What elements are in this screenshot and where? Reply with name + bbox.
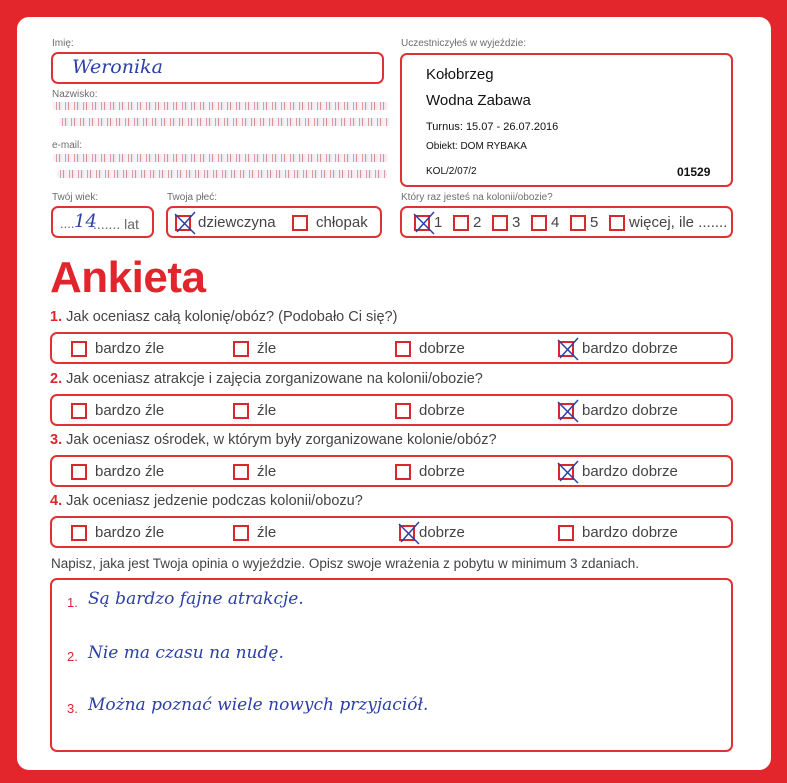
times-option-label: 5 xyxy=(590,214,599,231)
rating-label: bardzo źle xyxy=(95,524,165,541)
age-value: 14 xyxy=(74,211,97,232)
times-option-label: więcej, ile ....... xyxy=(629,214,728,231)
rating-label: źle xyxy=(257,524,277,541)
checkbox-bardzo-dobrze[interactable] xyxy=(558,525,574,541)
rating-label: dobrze xyxy=(419,463,465,480)
times-option-label: 4 xyxy=(551,214,560,231)
trip-number: 01529 xyxy=(677,165,711,179)
opinion-line-number: 2. xyxy=(67,649,78,664)
times-option-label: 2 xyxy=(473,214,482,231)
gender-option-label: chłopak xyxy=(316,214,368,231)
checkbox-bardzo-zle[interactable] xyxy=(71,403,87,419)
question-text: Jak oceniasz całą kolonię/obóz? (Podobało Ci się?) xyxy=(66,309,398,325)
question-text: Jak oceniasz atrakcje i zajęcia zorganizowane na kolonii/obozie? xyxy=(66,371,483,387)
redacted-email xyxy=(53,154,388,162)
opinion-prompt: Napisz, jaka jest Twoja opinia o wyjeździe. Opisz swoje wrażenia z pobytu w minimum 3 zdaniach. xyxy=(51,556,640,571)
rating-label: dobrze xyxy=(419,340,465,357)
checkbox-zle[interactable] xyxy=(233,464,249,480)
checkbox-chlopak[interactable] xyxy=(292,215,308,231)
check-mark-icon xyxy=(397,520,421,546)
checkbox-bardzo-zle[interactable] xyxy=(71,341,87,357)
redacted-email xyxy=(57,170,387,178)
gender-label: Twoja płeć: xyxy=(167,192,218,203)
rating-label: bardzo źle xyxy=(95,402,165,419)
checkbox-bardzo-dobrze[interactable] xyxy=(558,403,574,419)
check-mark-icon xyxy=(556,336,580,362)
trip-label: Uczestniczyłeś w wyjeździe: xyxy=(401,38,527,49)
trip-object: Obiekt: DOM RYBAKA xyxy=(426,141,527,152)
question-number: 1. xyxy=(50,309,63,325)
page-title: Ankieta xyxy=(50,253,206,302)
gender-option-label: dziewczyna xyxy=(198,214,276,231)
rating-label: bardzo dobrze xyxy=(582,524,678,541)
checkbox-times-2[interactable] xyxy=(453,215,469,231)
rating-label: bardzo dobrze xyxy=(582,340,678,357)
trip-card xyxy=(400,53,733,187)
checkbox-dziewczyna[interactable] xyxy=(175,215,191,231)
rating-row-4 xyxy=(50,516,733,548)
checkbox-dobrze[interactable] xyxy=(395,464,411,480)
trip-code: KOL/2/07/2 xyxy=(426,166,477,177)
rating-label: źle xyxy=(257,340,277,357)
trip-turnus: Turnus: 15.07 - 26.07.2016 xyxy=(426,121,559,133)
rating-row-3 xyxy=(50,455,733,487)
age-field[interactable] xyxy=(51,206,154,238)
check-mark-icon xyxy=(412,210,436,236)
name-value: Weronika xyxy=(72,56,163,78)
checkbox-times-1[interactable] xyxy=(414,215,430,231)
checkbox-times-more[interactable] xyxy=(609,215,625,231)
question-2 xyxy=(50,371,483,387)
check-mark-icon xyxy=(556,459,580,485)
question-number: 4. xyxy=(50,493,63,509)
name-field[interactable] xyxy=(51,52,384,84)
rating-label: dobrze xyxy=(419,524,465,541)
rating-row-1 xyxy=(50,332,733,364)
opinion-line-1: Są bardzo fajne atrakcje. xyxy=(88,589,304,609)
checkbox-zle[interactable] xyxy=(233,403,249,419)
question-number: 2. xyxy=(50,371,63,387)
times-label: Który raz jesteś na kolonii/obozie? xyxy=(401,192,553,203)
times-option-label: 1 xyxy=(434,214,443,231)
rating-label: źle xyxy=(257,402,277,419)
redacted-surname xyxy=(53,102,388,110)
question-number: 3. xyxy=(50,432,63,448)
age-label: Twój wiek: xyxy=(52,192,99,203)
rating-label: bardzo źle xyxy=(95,463,165,480)
checkbox-times-4[interactable] xyxy=(531,215,547,231)
opinion-line-number: 3. xyxy=(67,701,78,716)
checkbox-times-5[interactable] xyxy=(570,215,586,231)
opinion-line-2: Nie ma czasu na nudę. xyxy=(88,643,284,663)
times-option-label: 3 xyxy=(512,214,521,231)
gender-field xyxy=(166,206,382,238)
checkbox-bardzo-zle[interactable] xyxy=(71,464,87,480)
checkbox-times-3[interactable] xyxy=(492,215,508,231)
checkbox-bardzo-dobrze[interactable] xyxy=(558,464,574,480)
checkbox-dobrze[interactable] xyxy=(395,403,411,419)
rating-label: bardzo dobrze xyxy=(582,402,678,419)
trip-program: Wodna Zabawa xyxy=(426,92,531,109)
question-text: Jak oceniasz ośrodek, w którym były zorganizowane kolonie/obóz? xyxy=(66,432,497,448)
question-text: Jak oceniasz jedzenie podczas kolonii/obozu? xyxy=(66,493,363,509)
rating-label: źle xyxy=(257,463,277,480)
question-3 xyxy=(50,432,497,448)
opinion-textarea[interactable] xyxy=(50,578,733,752)
checkbox-zle[interactable] xyxy=(233,341,249,357)
check-mark-icon xyxy=(556,398,580,424)
rating-row-2 xyxy=(50,394,733,426)
redacted-surname xyxy=(59,118,389,126)
rating-label: dobrze xyxy=(419,402,465,419)
surname-label: Nazwisko: xyxy=(52,89,98,100)
question-1 xyxy=(50,309,397,325)
age-prefix: .... xyxy=(60,216,75,231)
checkbox-bardzo-dobrze[interactable] xyxy=(558,341,574,357)
checkbox-bardzo-zle[interactable] xyxy=(71,525,87,541)
rating-label: bardzo źle xyxy=(95,340,165,357)
times-field xyxy=(400,206,733,238)
name-label: Imię: xyxy=(52,38,74,49)
email-label: e-mail: xyxy=(52,140,83,151)
checkbox-dobrze[interactable] xyxy=(395,341,411,357)
check-mark-icon xyxy=(173,210,197,236)
survey-sheet xyxy=(17,17,771,770)
opinion-line-number: 1. xyxy=(67,595,78,610)
rating-label: bardzo dobrze xyxy=(582,463,678,480)
checkbox-dobrze[interactable] xyxy=(399,525,415,541)
age-suffix: ....... lat xyxy=(93,216,139,232)
checkbox-zle[interactable] xyxy=(233,525,249,541)
question-4 xyxy=(50,493,363,509)
trip-city: Kołobrzeg xyxy=(426,66,494,83)
opinion-line-3: Można poznać wiele nowych przyjaciół. xyxy=(88,695,429,715)
